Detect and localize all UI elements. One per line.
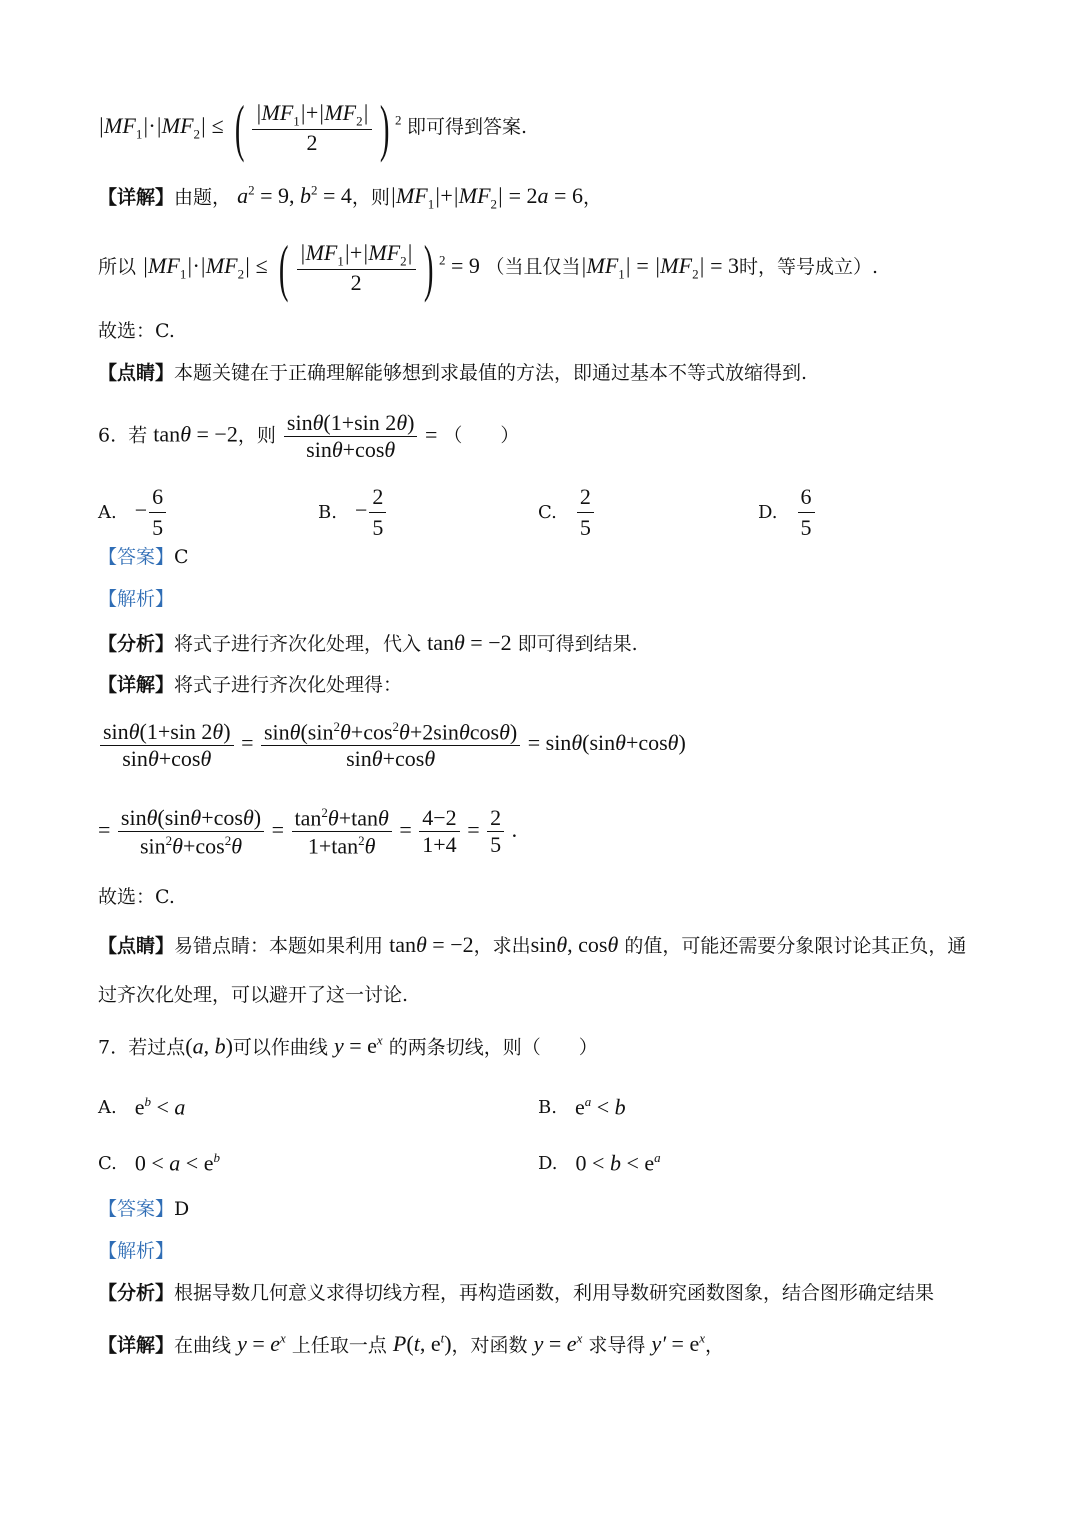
formula-point-p: P(t, $e^t$) — [392, 1331, 452, 1357]
formula-tan-theta: tanθ = −2 — [153, 421, 238, 447]
question-7 — [98, 1034, 598, 1057]
dianjing-mid: ，求出 — [473, 935, 531, 957]
choose-c-line-1: 故选：C. — [98, 320, 175, 342]
dianjing-text: 本题关键在于正确理解能够想到求最值的方法，即通过基本不等式放缩得到. — [174, 362, 808, 384]
question-6-number: 6. — [98, 424, 117, 447]
option-label: C. — [538, 502, 557, 523]
q7-option-c[interactable] — [98, 1150, 220, 1176]
fenxi-post: 即可得到结果. — [517, 633, 638, 655]
option-label: A. — [98, 502, 117, 523]
formula-point-ab: (a, b) — [185, 1033, 233, 1059]
xiangjie-mid3: 求导得 — [588, 1334, 646, 1357]
formula-curve: $y = e^x$ — [237, 1331, 286, 1357]
formula-q6-expression: $\frac{\sin\theta(1+\sin 2\theta)}{\sin\theta+\cos\theta}$ = — [282, 422, 437, 447]
question-7-post: 的两条切线，则（ ） — [388, 1036, 598, 1059]
q7-fenxi — [98, 1284, 934, 1303]
line1-tail-text: 即可得到答案. — [406, 116, 527, 139]
fenxi-pre: 将式子进行齐次化处理，代入 — [174, 633, 422, 655]
dianjing-line-1 — [98, 364, 807, 383]
xiangjie-mid2: ，对函数 — [451, 1334, 528, 1357]
so-text: 所以 — [98, 256, 137, 279]
dianjing-pre: 易错点睛：本题如果利用 — [174, 935, 384, 957]
choose-c-line-2: 故选：C. — [98, 886, 175, 908]
formula-sin-cos: sinθ, cosθ — [530, 932, 619, 957]
formula-sum-2a: $|MF_1|+|MF_2| = 2a = 6$ — [389, 183, 583, 212]
detail-mid: ，则 — [351, 186, 390, 209]
fenxi-tag: 【分析】 — [98, 633, 175, 655]
formula-derivative: $y' = e^x$ — [651, 1331, 705, 1357]
option-value: − $\frac{2}{5}$ — [355, 484, 388, 541]
dianjing-tag: 【点睛】 — [98, 362, 175, 384]
q6-derivation-1: $\frac{\sin\theta(1+\sin 2\theta)}{\sin\theta+\cos\theta}$ = $\frac{\sin\theta(\sin^2\theta+\cos^2\theta+2\sin\theta\cos\theta)}{\sin\theta+\cos\theta}$ = sinθ(sinθ+cosθ) — [98, 720, 686, 770]
answer-value: C — [174, 546, 189, 568]
option-label: D. — [538, 1152, 558, 1174]
q6-xiangjie — [98, 676, 402, 695]
dianjing-tag: 【点睛】 — [98, 935, 175, 957]
option-label: A. — [98, 1096, 117, 1118]
detail-line-b — [98, 232, 879, 303]
question-6 — [98, 412, 519, 461]
detail-line-a — [98, 184, 602, 211]
q6-option-c[interactable] — [538, 484, 596, 541]
q6-jiexi: 【解析】 — [98, 588, 175, 610]
answer-tag: 【答案】 — [98, 546, 175, 568]
q7-answer — [98, 1200, 189, 1219]
option-value: $\frac{2}{5}$ — [575, 484, 596, 541]
question-6-mid: ，则 — [237, 424, 276, 447]
formula-curve: $y = e^x$ — [333, 1033, 383, 1059]
option-value: − $\frac{6}{5}$ — [135, 484, 168, 541]
option-label: C. — [98, 1152, 117, 1174]
option-value: $e^a < b$ — [574, 1094, 626, 1120]
fenxi-text: 根据导数几何意义求得切线方程，再构造函数，利用导数研究函数图象，结合图形确定结果 — [174, 1282, 935, 1304]
option-value: $0 < b < e^a$ — [575, 1150, 661, 1176]
dianjing-post: 的值，可能还需要分象限讨论其正负，通 — [624, 935, 967, 957]
equality-condition-post: 时，等号成立）. — [739, 256, 879, 279]
q7-option-a[interactable] — [98, 1094, 185, 1120]
q6-derivation-2: = $\frac{\sin\theta(\sin\theta+\cos\theta)}{\sin^2\theta+\cos^2\theta}$ = $\frac{\tan^2\theta+\tan\theta}{1+\tan^2\theta}$ = $\frac{4-2}{1+4}$ = $\frac{2}{5}$ . — [98, 804, 518, 859]
detail-tag: 【详解】 — [98, 186, 175, 209]
question-6-pre: 若 — [128, 424, 148, 447]
question-7-number: 7. — [98, 1036, 117, 1059]
detail-post: ， — [582, 186, 602, 209]
option-value: $\frac{6}{5}$ — [796, 484, 817, 541]
equality-condition-formula: $|MF_1| = |MF_2| = 3$ — [580, 253, 740, 282]
question-7-mid: 可以作曲线 — [232, 1036, 328, 1059]
detail-pre: 由题， — [174, 186, 232, 209]
q7-xiangjie — [98, 1332, 724, 1355]
formula-a2-b2: $a^2 = 9$, $b^2 = 4$ — [237, 183, 352, 209]
option-label: D. — [758, 502, 778, 523]
option-value: $e^b < a$ — [134, 1094, 186, 1120]
answer-value: D — [174, 1198, 190, 1220]
answer-tag: 【答案】 — [98, 1198, 175, 1220]
q6-option-d[interactable] — [758, 484, 817, 541]
q7-option-d[interactable] — [538, 1150, 661, 1176]
q6-dianjing — [98, 934, 966, 956]
q7-jiexi: 【解析】 — [98, 1240, 175, 1262]
q6-option-a[interactable] — [98, 484, 168, 541]
question-6-bracket: （ ） — [443, 424, 520, 447]
xiangjie-tag: 【详解】 — [98, 674, 175, 696]
option-label: B. — [318, 502, 337, 523]
fenxi-tag: 【分析】 — [98, 1282, 175, 1304]
xiangjie-tag: 【详解】 — [98, 1334, 175, 1357]
q7-option-b[interactable] — [538, 1094, 626, 1120]
formula-tan-theta: tanθ = −2 — [389, 932, 474, 957]
inequality-mf-product: $|MF_1|\cdot|MF_2|$ ≤ ( $\frac{|MF_1|+|MF_2|}{2}$ ) $^2$ — [98, 92, 402, 163]
equality-condition-pre: （当且仅当 — [485, 256, 581, 279]
formula-function: $y = e^x$ — [533, 1331, 583, 1357]
q6-answer — [98, 548, 189, 567]
option-value: $0 < a < e^b$ — [134, 1150, 220, 1176]
q6-option-b[interactable] — [318, 484, 388, 541]
xiangjie-mid1: 上任取一点 — [291, 1334, 387, 1357]
formula-tan-theta: tanθ = −2 — [427, 630, 512, 655]
inequality-max-9: $|MF_1|\cdot|MF_2|$ ≤ ( $\frac{|MF_1|+|MF_2|}{2}$ ) $^2$ = 9 — [142, 232, 486, 303]
question-7-pre: 若过点 — [128, 1036, 186, 1059]
xiangjie-pre: 在曲线 — [174, 1334, 232, 1357]
xiangjie-text: 将式子进行齐次化处理得： — [174, 674, 403, 696]
option-label: B. — [538, 1096, 557, 1118]
q6-dianjing-line2: 过齐次化处理，可以避开了这一讨论. — [98, 984, 409, 1006]
xiangjie-post: ， — [704, 1334, 724, 1357]
formula-line-1 — [98, 92, 527, 163]
q6-fenxi — [98, 632, 638, 654]
